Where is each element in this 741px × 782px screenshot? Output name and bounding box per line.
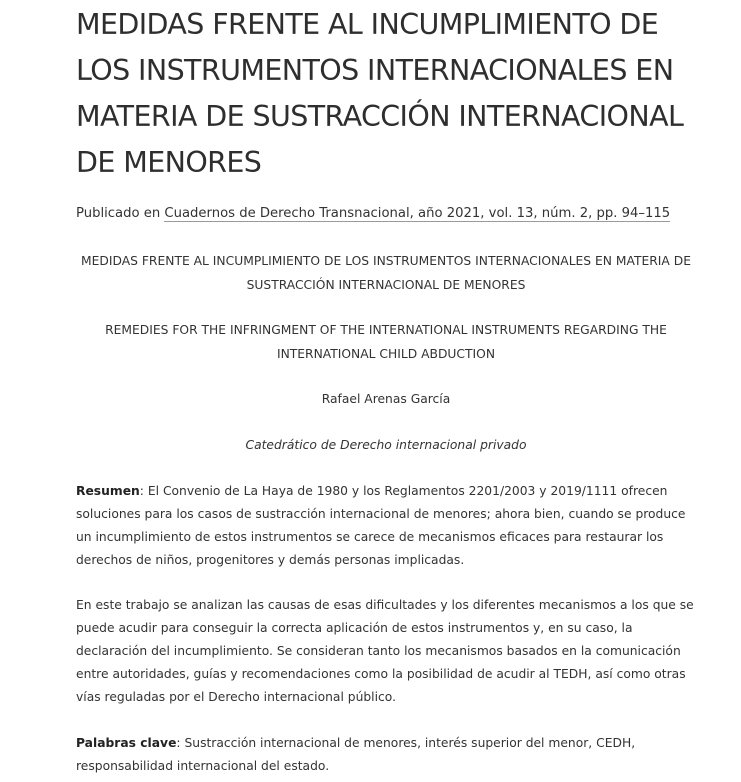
abstract-text: : El Convenio de La Haya de 1980 y los Reglamentos 2201/2003 y 2019/1111 ofrecen soluciones para los casos de sustracción internacional de menores; ahora bien, cuando se produce un incumplimiento de estos instrumentos se carece de mecanismos eficaces para restaurar los derechos de niños, progenitores y demás personas implicadas. [76, 484, 686, 567]
publication-info [76, 203, 670, 225]
author-name: Rafael Arenas García [321, 392, 451, 406]
author-role: Catedrático de Derecho internacional privado [245, 438, 527, 452]
page-title: MEDIDAS FRENTE AL INCUMPLIMIENTO DE LOS INSTRUMENTOS INTERNACIONALES EN MATERIA DE SUSTRACCIÓN INTERNACIONAL DE MENORES [76, 8, 684, 179]
keywords-paragraph [76, 732, 696, 778]
publication-prefix: Publicado en [76, 206, 165, 221]
abstract-paragraph [76, 480, 696, 572]
keywords-text: : Sustracción internacional de menores, interés superior del menor, CEDH, responsabilidad internacional del estado. [76, 736, 636, 773]
journal-link[interactable]: Cuadernos de Derecho Transnacional, año 2021, vol. 13, núm. 2, pp. 94–115 [164, 206, 671, 221]
body-paragraph: En este trabajo se analizan las causas de esas dificultades y los diferentes mecanismos a los que se puede acudir para conseguir la correcta aplicación de estos instrumentos y, en su caso, la declaración del incumplimiento. Se consideran tanto los mecanismos basados en la comunicación entre autoridades, guías y recomendaciones como la posibilidad de acudir al TEDH, así como otras vías reguladas por el Derecho internacional público. [76, 598, 694, 704]
keywords-label: Palabras clave [76, 736, 177, 750]
spanish-heading: MEDIDAS FRENTE AL INCUMPLIMIENTO DE LOS INSTRUMENTOS INTERNACIONALES EN MATERIA DE SUSTRACCIÓN INTERNACIONAL DE MENORES [81, 254, 691, 292]
abstract-label: Resumen [76, 484, 140, 498]
english-heading: REMEDIES FOR THE INFRINGMENT OF THE INTERNATIONAL INSTRUMENTS REGARDING THE INTERNATIONAL CHILD ABDUCTION [105, 323, 667, 361]
